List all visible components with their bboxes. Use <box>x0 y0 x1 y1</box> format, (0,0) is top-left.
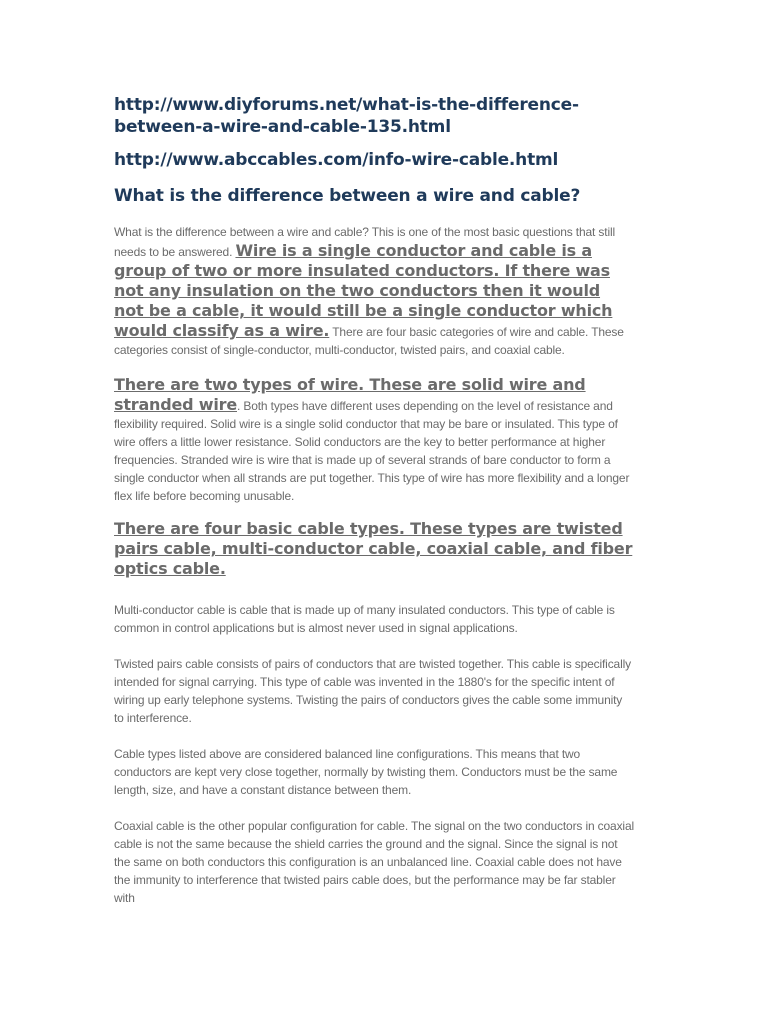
paragraph-balanced-line: Cable types listed above are considered balanced line configurations. This means that two conductors are kept very close together, normally by twisting them. Conductors must be the same length, size, and have a constant distance between them. <box>114 747 618 797</box>
cable-types-heading <box>114 519 634 579</box>
intro-emphasis: Wire is a single conductor and cable is a group of two or more insulated conductors. If there was not any insulation on the two conductors then it would not be a cable, it would still be a single conductor which would classify as a wire. <box>114 241 613 340</box>
wire-types-tail: . Both types have different uses depending on the level of resistance and flexibility required. Solid wire is a single solid conductor that may be bare or insulated. This type of wire offers a little lower resistance. Solid conductors are the key to better performance at higher frequencies. Stranded wire is wire that is made up of several strands of bare conductor to form a single conductor when all strands are put together. This type of wire has more flexibility and a longer flex life before becoming unusable. <box>114 399 630 503</box>
intro-tail: There are four basic categories of wire and cable. These categories consist of single-conductor, multi-conductor, twisted pairs, and coaxial cable. <box>114 325 624 357</box>
wire-types-emphasis: There are two types of wire. These are solid wire and stranded wire <box>114 375 586 414</box>
paragraph-multi-conductor: Multi-conductor cable is cable that is made up of many insulated conductors. This type of cable is common in control applications but is almost never used in signal applications. <box>114 603 615 635</box>
intro-lead: What is the difference between a wire and cable? This is one of the most basic questions that still needs to be answered. <box>114 225 615 259</box>
intro-paragraph <box>114 223 634 359</box>
paragraph-coaxial: Coaxial cable is the other popular configuration for cable. The signal on the two conductors in coaxial cable is not the same because the shield carries the ground and the signal. Since the signal is not the same on both conductors this configuration is an unbalanced line. Coaxial cable does not have the immunity to interference that twisted pairs cable does, but the performance may be far stabler with <box>114 819 634 905</box>
wire-types-paragraph <box>114 375 634 505</box>
diyforums-link[interactable]: http://www.diyforums.net/what-is-the-difference-between-a-wire-and-cable-135.html <box>114 95 579 137</box>
cable-types-emphasis: There are four basic cable types. These types are twisted pairs cable, multi-conductor cable, coaxial cable, and fiber optics cable. <box>114 519 633 578</box>
paragraph-twisted-pairs: Twisted pairs cable consists of pairs of conductors that are twisted together. This cable is specifically intended for signal carrying. This type of cable was invented in the 1880's for the specific intent of wiring up early telephone systems. Twisting the pairs of conductors gives the cable some immunity to interference. <box>114 657 631 725</box>
page-title: What is the difference between a wire and cable? <box>114 186 581 206</box>
abccables-link[interactable]: http://www.abccables.com/info-wire-cable.html <box>114 150 559 170</box>
document-page <box>114 94 634 907</box>
